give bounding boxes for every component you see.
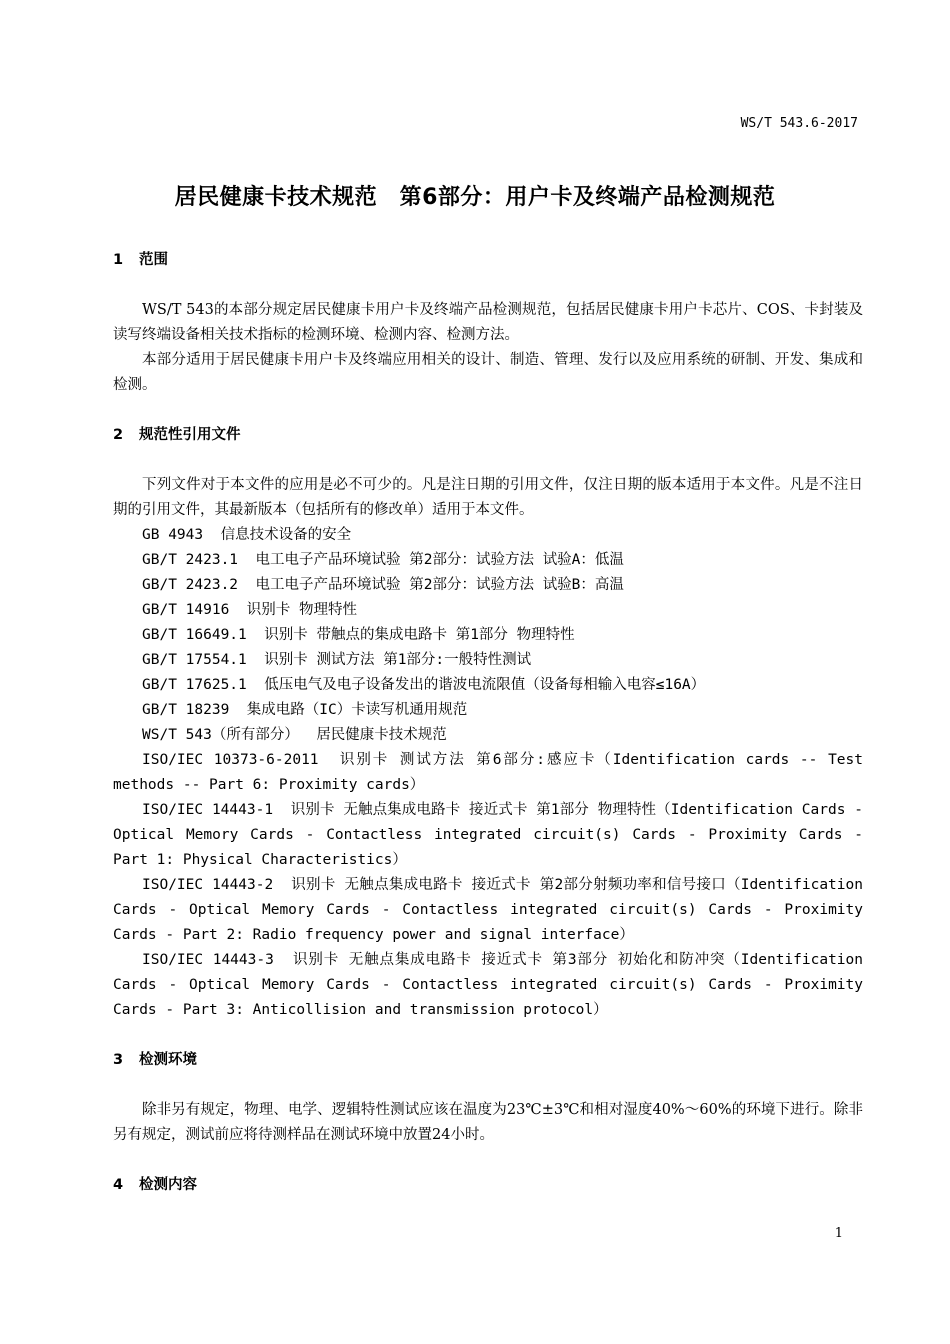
reference-title: 识别卡 带触点的集成电路卡 第1部分 物理特性: [264, 627, 575, 643]
section-number: 3: [113, 1052, 124, 1068]
reference-title: 低压电气及电子设备发出的谐波电流限值（设备每相输入电容≤16A）: [264, 677, 706, 693]
section-number: 2: [113, 427, 124, 443]
reference-title: 电工电子产品环境试验 第2部分：试验方法 试验A：低温: [255, 552, 624, 568]
reference-item: [113, 948, 863, 1023]
section-title: 检测环境: [139, 1052, 197, 1068]
section-title: 检测内容: [139, 1177, 197, 1193]
section-1-heading: [113, 248, 863, 273]
reference-code: ISO/IEC 10373-6-2011: [142, 752, 319, 768]
paragraph: 下列文件对于本文件的应用是必不可少的。凡是注日期的引用文件，仅注日期的版本适用于本文件。凡是不注日期的引用文件，其最新版本（包括所有的修改单）适用于本文件。: [113, 477, 863, 518]
reference-title: 信息技术设备的安全: [220, 527, 352, 543]
reference-item: [113, 698, 863, 723]
reference-title: 识别卡 测试方法 第1部分:一般特性测试: [264, 652, 532, 668]
reference-item: [113, 748, 863, 798]
reference-item: [113, 623, 863, 648]
reference-title: 识别卡 无触点集成电路卡 接近式卡 第1部分 物理特性（Identification Cards - Optical Memory Cards - Contactless integrated circuit(s) Cards - Proximity Cards - Part 1: Physical Characteristics）: [113, 802, 864, 868]
reference-title: 电工电子产品环境试验 第2部分：试验方法 试验B：高温: [255, 577, 624, 593]
section-title: 规范性引用文件: [139, 427, 241, 443]
reference-item: [113, 798, 863, 873]
document-body: [113, 248, 863, 1198]
section-3-heading: [113, 1048, 863, 1073]
reference-code: GB/T 14916: [142, 602, 230, 618]
reference-title: 识别卡 无触点集成电路卡 接近式卡 第2部分射频功率和信号接口（Identification Cards - Optical Memory Cards - Contactless integrated circuit(s) Cards - Proximity Cards - Part 2: Radio frequency power and signal interface）: [113, 877, 863, 943]
reference-title: 识别卡 无触点集成电路卡 接近式卡 第3部分 初始化和防冲突（Identification Cards - Optical Memory Cards - Contactless integrated circuit(s) Cards - Proximity Cards - Part 3: Anticollision and transmission protocol）: [113, 952, 863, 1018]
section-number: 4: [113, 1177, 124, 1193]
reference-item: [113, 648, 863, 673]
reference-item: [113, 548, 863, 573]
section-4-heading: [113, 1173, 863, 1198]
reference-code: GB/T 17625.1: [142, 677, 247, 693]
reference-code: GB/T 18239: [142, 702, 230, 718]
reference-code: WS/T 543（所有部分）: [142, 727, 299, 743]
reference-code: GB/T 2423.1: [142, 552, 239, 568]
paragraph: 本部分适用于居民健康卡用户卡及终端应用相关的设计、制造、管理、发行以及应用系统的研制、开发、集成和检测。: [113, 352, 863, 393]
paragraph: 除非另有规定，物理、电学、逻辑特性测试应该在温度为23℃±3℃和相对湿度40%～60%的环境下进行。除非另有规定，测试前应将待测样品在测试环境中放置24小时。: [113, 1102, 863, 1143]
reference-item: [113, 598, 863, 623]
reference-item: [113, 873, 863, 948]
reference-code: GB/T 2423.2: [142, 577, 239, 593]
reference-code: GB 4943: [142, 527, 204, 543]
reference-item: [113, 723, 863, 748]
document-title: 居民健康卡技术规范 第6部分：用户卡及终端产品检测规范: [174, 185, 776, 210]
reference-code: GB/T 17554.1: [142, 652, 247, 668]
page-number: 1: [834, 1226, 843, 1241]
reference-item: [113, 523, 863, 548]
reference-code: ISO/IEC 14443-1: [142, 802, 274, 818]
paragraph: WS/T 543的本部分规定居民健康卡用户卡及终端产品检测规范，包括居民健康卡用户卡芯片、COS、卡封装及读写终端设备相关技术指标的检测环境、检测内容、检测方法。: [113, 302, 863, 343]
reference-title: 识别卡 测试方法 第6部分:感应卡（Identification cards -- Test methods -- Part 6: Proximity cards）: [113, 752, 863, 793]
reference-code: ISO/IEC 14443-2: [142, 877, 274, 893]
reference-code: GB/T 16649.1: [142, 627, 247, 643]
reference-title: 识别卡 物理特性: [246, 602, 358, 618]
section-number: 1: [113, 252, 124, 268]
section-2-heading: [113, 423, 863, 448]
reference-code: ISO/IEC 14443-3: [142, 952, 274, 968]
reference-title: 居民健康卡技术规范: [316, 727, 447, 743]
section-title: 范围: [139, 252, 168, 268]
standard-code: WS/T 543.6-2017: [740, 116, 858, 131]
reference-item: [113, 673, 863, 698]
reference-item: [113, 573, 863, 598]
reference-title: 集成电路（IC）卡读写机通用规范: [246, 702, 468, 718]
